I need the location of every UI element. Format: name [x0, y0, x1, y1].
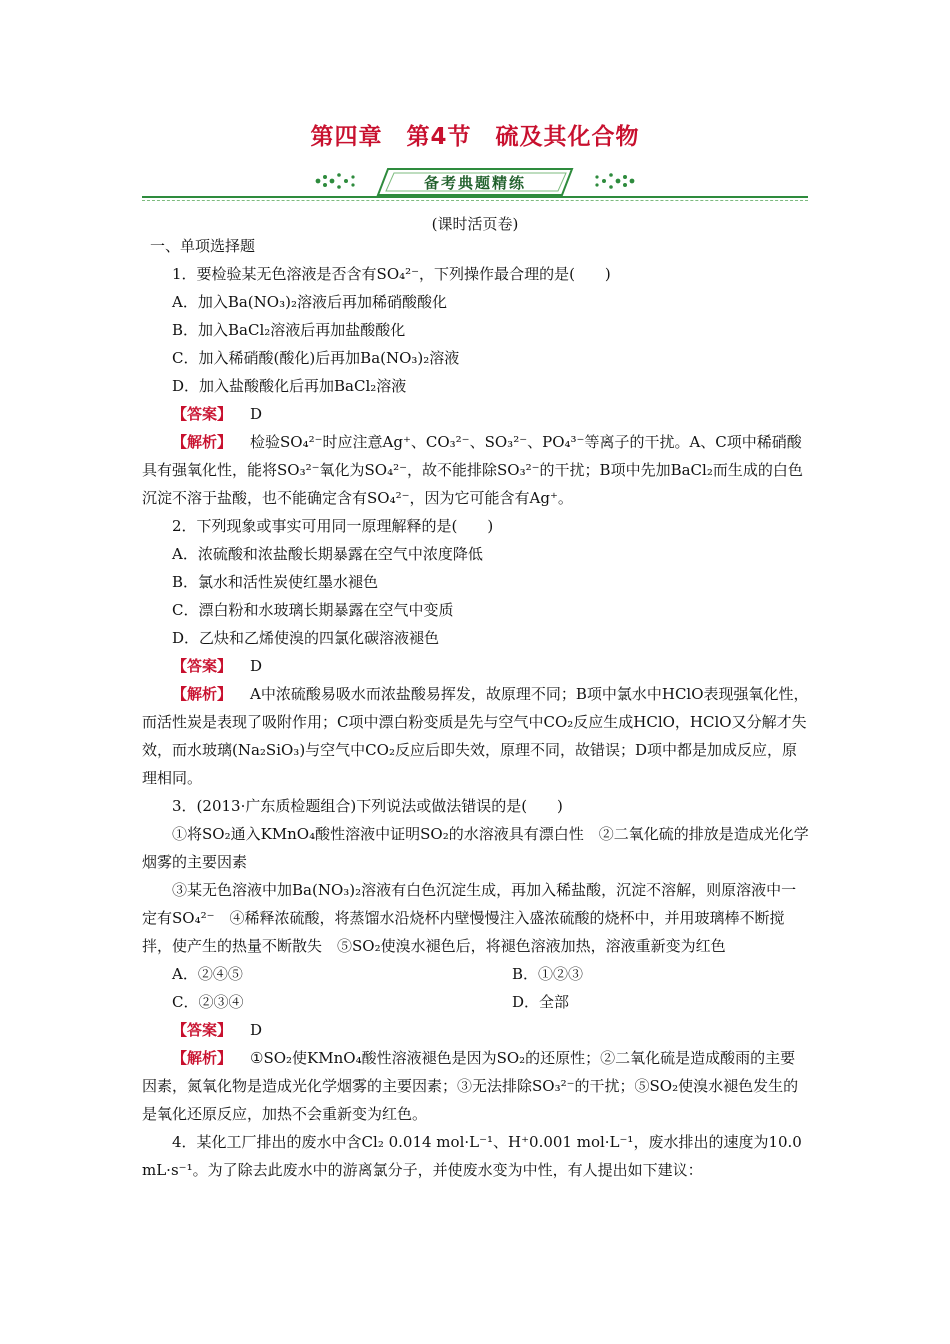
answer-label: 【答案】	[172, 405, 233, 423]
analysis-label: 【解析】	[172, 433, 233, 451]
q3-option-a: A．②④⑤	[172, 965, 243, 983]
q2-analysis-text: A中浓硫酸易吸水而浓盐酸易挥发，故原理不同；B项中氯水中HClO表现强氧化性，而活性炭是表现了吸附作用；C项中漂白粉变质是先与空气中CO₂反应生成HClO，HClO又分解才失效，而水玻璃(Na₂SiO₃)与空气中CO₂反应后即失效，原理不同，故错误；D项中都是加成反应，原理相同。	[142, 685, 809, 787]
q1-option-a: A．加入Ba(NO₃)₂溶液后再加稀硝酸酸化	[172, 293, 447, 311]
section-heading: 一、单项选择题	[150, 237, 256, 255]
q2-answer-value: D	[250, 657, 263, 675]
q3-option-b: B．①②③	[512, 965, 584, 983]
left-dots-icon	[316, 173, 355, 189]
q1-answer	[142, 400, 810, 428]
q2-answer	[142, 652, 810, 680]
banner-text: 备考典题精练	[423, 174, 527, 192]
q1-stem: 1．要检验某无色溶液是否含有SO₄²⁻，下列操作最合理的是( )	[172, 265, 611, 283]
q4-stem: 4．某化工厂排出的废水中含Cl₂ 0.014 mol·L⁻¹、H⁺0.001 mol·L⁻¹，废水排出的速度为10.0 mL·s⁻¹。为了除去此废水中的游离氯分子，并使废水变为中性，有人提出如下建议：	[142, 1133, 802, 1179]
q3-stem: 3．(2013·广东质检题组合)下列说法或做法错误的是( )	[172, 797, 563, 815]
banner-rule-dashed	[142, 200, 808, 201]
q3-option-c: C．②③④	[172, 993, 244, 1011]
q1-analysis	[142, 428, 810, 512]
answer-label: 【答案】	[172, 1021, 233, 1039]
page-title: 第四章 第4节 硫及其化合物	[310, 124, 640, 150]
q3-option-d: D．全部	[512, 993, 570, 1011]
q2-stem: 2．下列现象或事实可用同一原理解释的是( )	[172, 517, 494, 535]
q3-answer-value: D	[250, 1021, 263, 1039]
q1-answer-value: D	[250, 405, 263, 423]
q3-para-2: ③某无色溶液中加Ba(NO₃)₂溶液有白色沉淀生成，再加入稀盐酸，沉淀不溶解，则原溶液中一定有SO₄²⁻ ④稀释浓硫酸，将蒸馏水沿烧杯内壁慢慢注入盛浓硫酸的烧杯中，并用玻璃棒不断搅拌，使产生的热量不断散失 ⑤SO₂使溴水褪色后，将褪色溶液加热，溶液重新变为红色	[142, 881, 797, 955]
q3-options	[142, 960, 810, 1016]
content	[142, 232, 810, 1184]
q2-analysis	[142, 680, 810, 792]
banner-rule	[142, 196, 808, 198]
q3-analysis	[142, 1044, 810, 1128]
right-dots-icon	[595, 173, 634, 189]
subtitle: (课时活页卷)	[431, 215, 519, 233]
q2-option-b: B．氯水和活性炭使红墨水褪色	[172, 573, 379, 591]
q3-answer	[142, 1016, 810, 1044]
q2-option-c: C．漂白粉和水玻璃长期暴露在空气中变质	[172, 601, 454, 619]
q1-option-d: D．加入盐酸酸化后再加BaCl₂溶液	[172, 377, 407, 395]
q2-option-a: A．浓硫酸和浓盐酸长期暴露在空气中浓度降低	[172, 545, 483, 563]
answer-label: 【答案】	[172, 657, 233, 675]
q1-option-b: B．加入BaCl₂溶液后再加盐酸酸化	[172, 321, 406, 339]
analysis-label: 【解析】	[172, 685, 233, 703]
q1-option-c: C．加入稀硝酸(酸化)后再加Ba(NO₃)₂溶液	[172, 349, 460, 367]
q3-para-1: ①将SO₂通入KMnO₄酸性溶液中证明SO₂的水溶液具有漂白性 ②二氧化硫的排放是造成光化学烟雾的主要因素	[142, 825, 809, 871]
analysis-label: 【解析】	[172, 1049, 233, 1067]
q3-analysis-text: ①SO₂使KMnO₄酸性溶液褪色是因为SO₂的还原性；②二氧化硫是造成酸雨的主要因素，氮氧化物是造成光化学烟雾的主要因素；③无法排除SO₃²⁻的干扰；⑤SO₂使溴水褪色发生的是氧化还原反应，加热不会重新变为红色。	[142, 1049, 799, 1123]
q2-option-d: D．乙炔和乙烯使溴的四氯化碳溶液褪色	[172, 629, 440, 647]
q1-analysis-text: 检验SO₄²⁻时应注意Ag⁺、CO₃²⁻、SO₃²⁻、PO₄³⁻等离子的干扰。A、C项中稀硝酸具有强氧化性，能将SO₃²⁻氧化为SO₄²⁻，故不能排除SO₃²⁻的干扰；B项中先加BaCl₂而生成的白色沉淀不溶于盐酸，也不能确定含有SO₄²⁻，因为它可能含有Ag⁺。	[142, 433, 803, 507]
